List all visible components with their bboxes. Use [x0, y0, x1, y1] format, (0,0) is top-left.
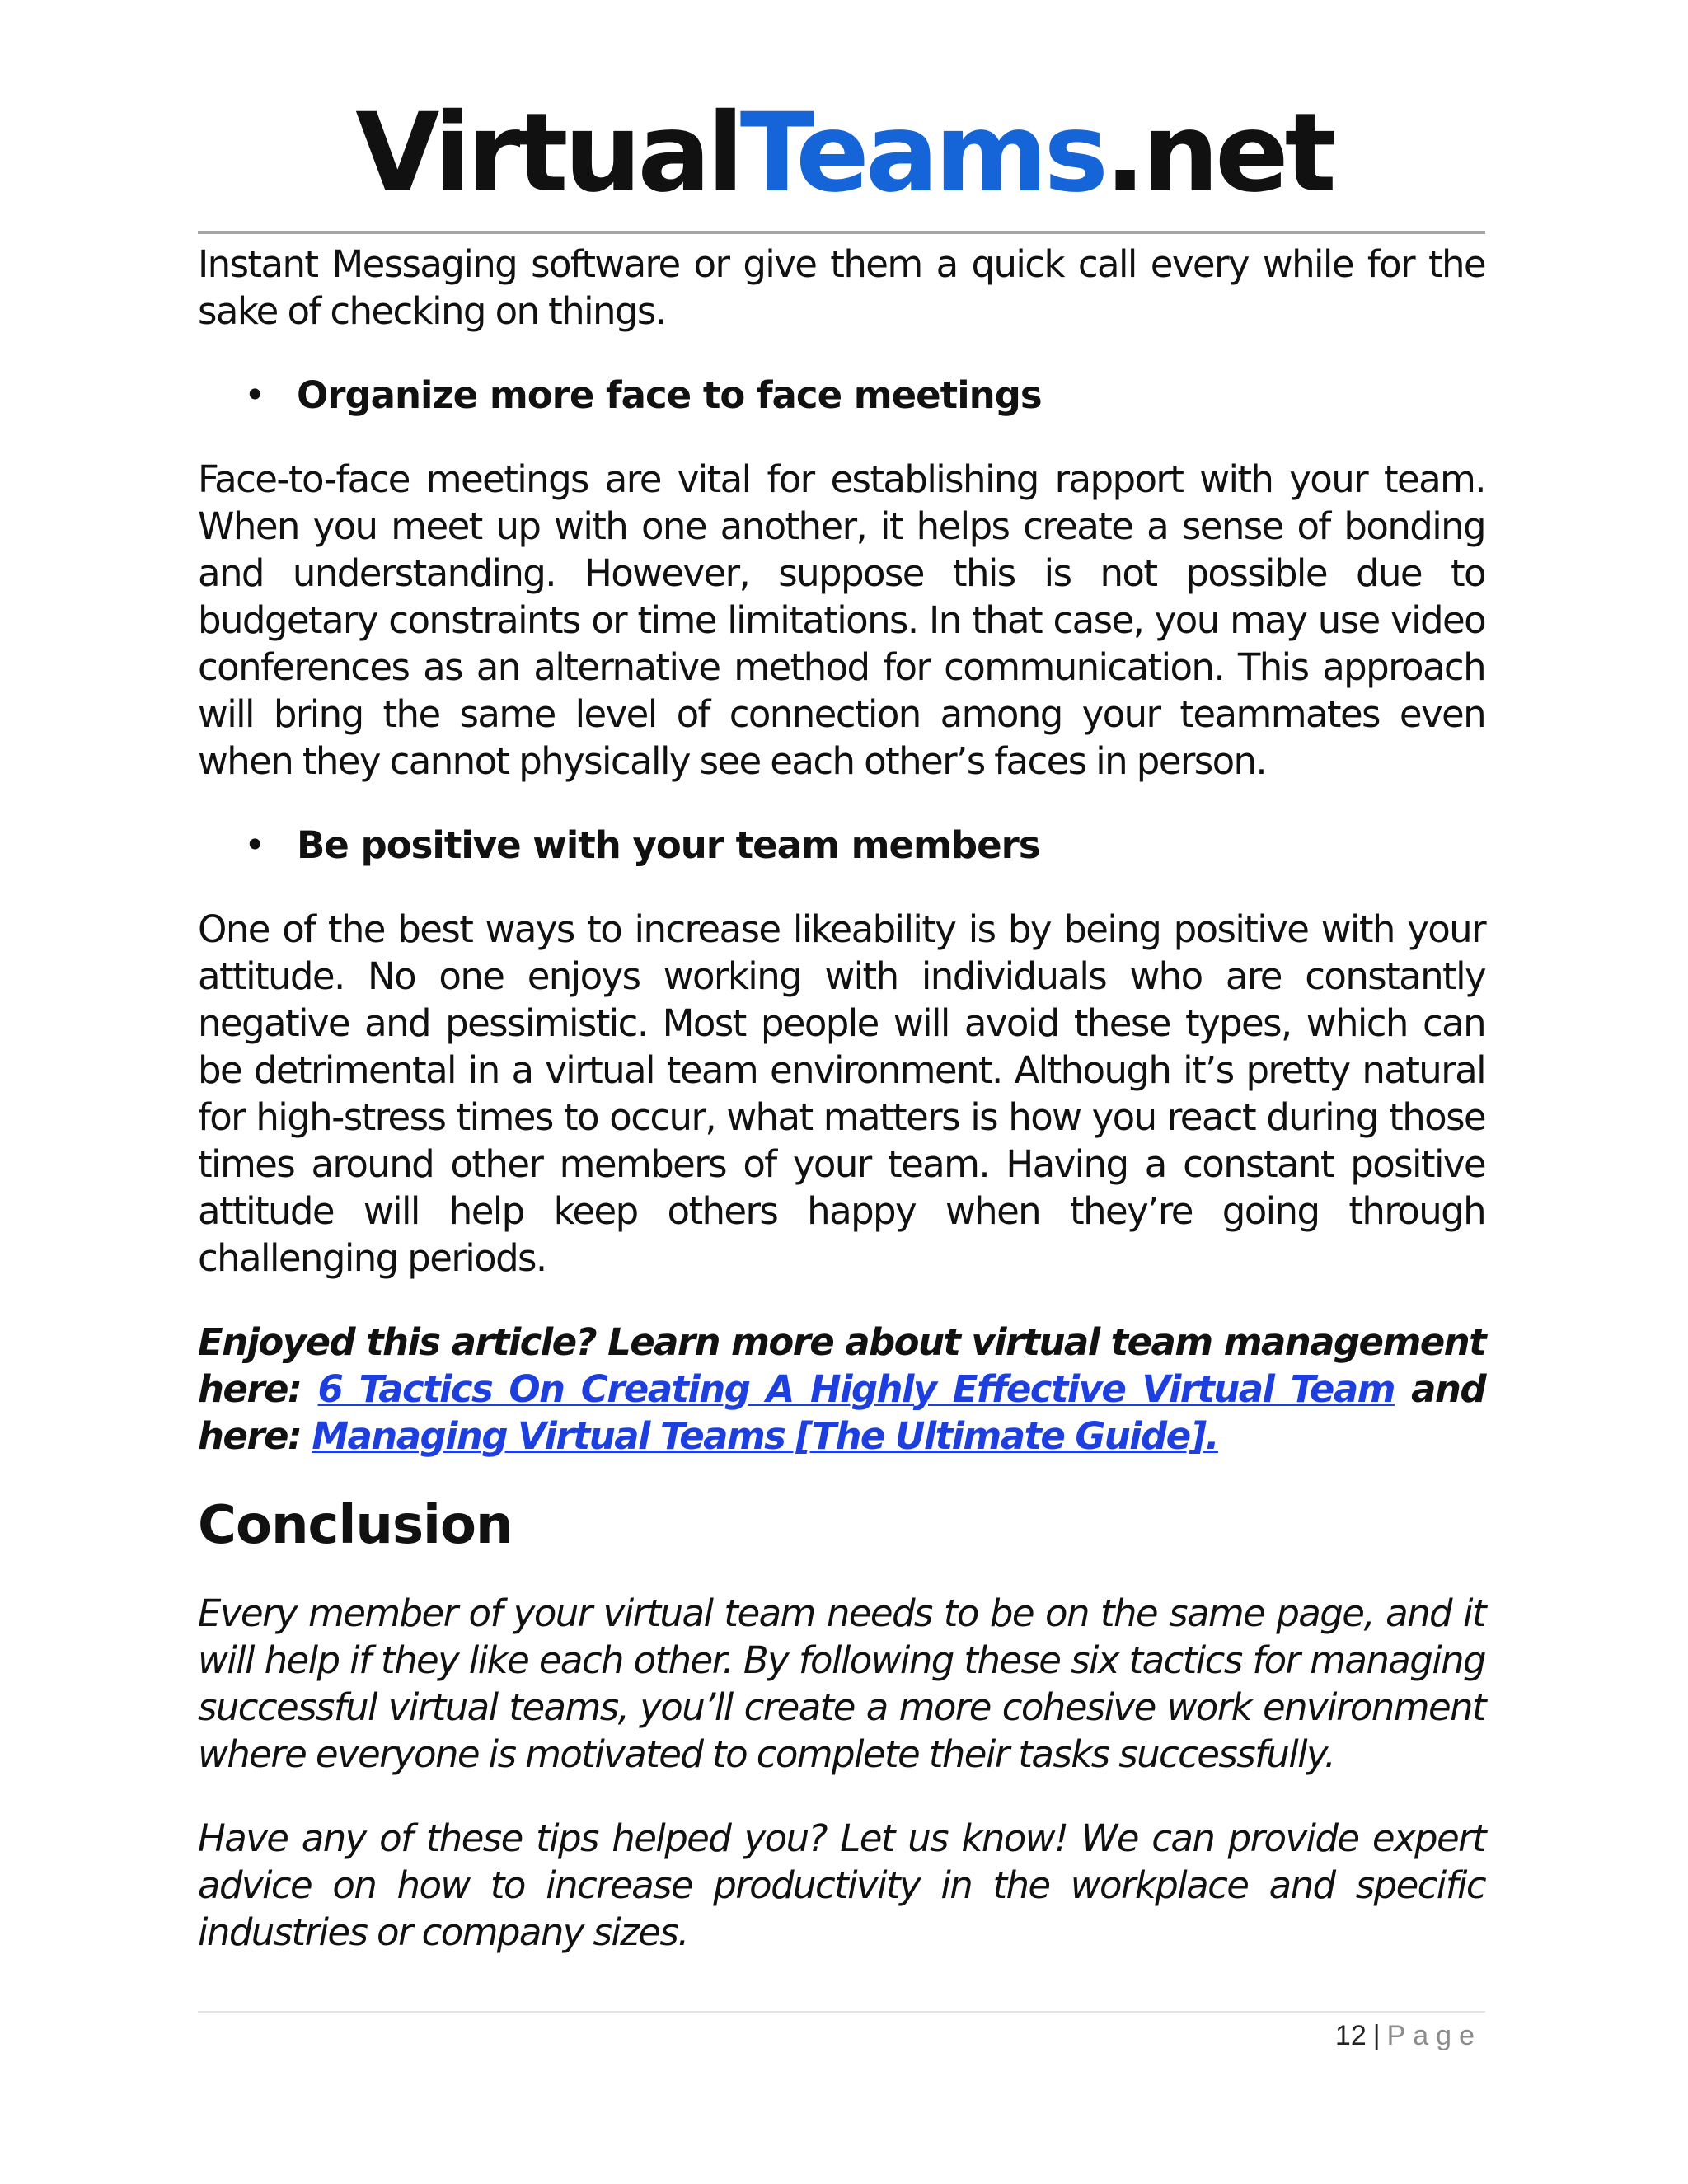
bullet-heading-face-to-face [198, 372, 1485, 419]
face-to-face-paragraph: Face-to-face meetings are vital for establishing rapport with your team. When you meet up with one another, it helps create a sense of bonding and understanding. However, suppose this is not possible due to budgetary constraints or time limitations. In that case, you may use video conferences as an alternative method for communication. This approach will bring the same level of connection among your teammates even when they cannot physically see each other’s faces in person. [198, 457, 1485, 783]
link-managing-virtual-teams[interactable]: Managing Virtual Teams [The Ultimate Guide]. [312, 1414, 1218, 1458]
promo-lead-text: Enjoyed this article? Learn more about virtual team management here: [198, 1320, 1485, 1411]
footer-divider [198, 2011, 1485, 2013]
bullet-heading-be-positive [198, 822, 1485, 869]
logo-teams: Teams [739, 90, 1105, 217]
page-footer [1335, 2019, 1482, 2052]
bullet-dot: • [244, 823, 265, 867]
bullet-heading-text: Be positive with your team members [297, 823, 1040, 867]
site-logo [0, 90, 1688, 217]
promo-paragraph [198, 1319, 1485, 1460]
conclusion-paragraph-1: Every member of your virtual team needs to be on the same page, and it will help if they like each other. By following these six tactics for managing successful virtual teams, you’ll create a more cohesive work environment where everyone is motivated to complete their tasks successfully. [198, 1591, 1485, 1776]
page-number: 12 [1334, 2020, 1367, 2051]
header-divider [198, 231, 1485, 234]
be-positive-paragraph: One of the best ways to increase likeability is by being positive with your attitude. No one enjoys working with individuals who are constantly negative and pessimistic. Most people will avoid these types, which can be detrimental in a virtual team environment. Although it’s pretty natural for high-stress times to occur, what matters is how you react during those times around other members of your team. Having a constant positive attitude will help keep others happy when they’re going through challenging periods. [198, 907, 1485, 1280]
logo-net: .net [1104, 90, 1333, 217]
logo-virtual: Virtual [355, 90, 740, 217]
promo-middle-text: and here: [198, 1367, 1485, 1458]
footer-separator: | [1372, 2020, 1381, 2051]
bullet-heading-text: Organize more face to face meetings [297, 373, 1042, 417]
conclusion-heading: Conclusion [198, 1495, 513, 1556]
page-content [198, 241, 1485, 1993]
conclusion-paragraph-2: Have any of these tips helped you? Let us know! We can provide expert advice on how to increase productivity in the workplace and specific industries or company sizes. [198, 1816, 1485, 1954]
intro-paragraph: Instant Messaging software or give them a quick call every while for the sake of checking on things. [198, 242, 1485, 333]
link-6-tactics[interactable]: 6 Tactics On Creating A Highly Effective Virtual Team [317, 1367, 1395, 1411]
page-label: Page [1386, 2020, 1482, 2051]
bullet-dot: • [244, 373, 265, 417]
